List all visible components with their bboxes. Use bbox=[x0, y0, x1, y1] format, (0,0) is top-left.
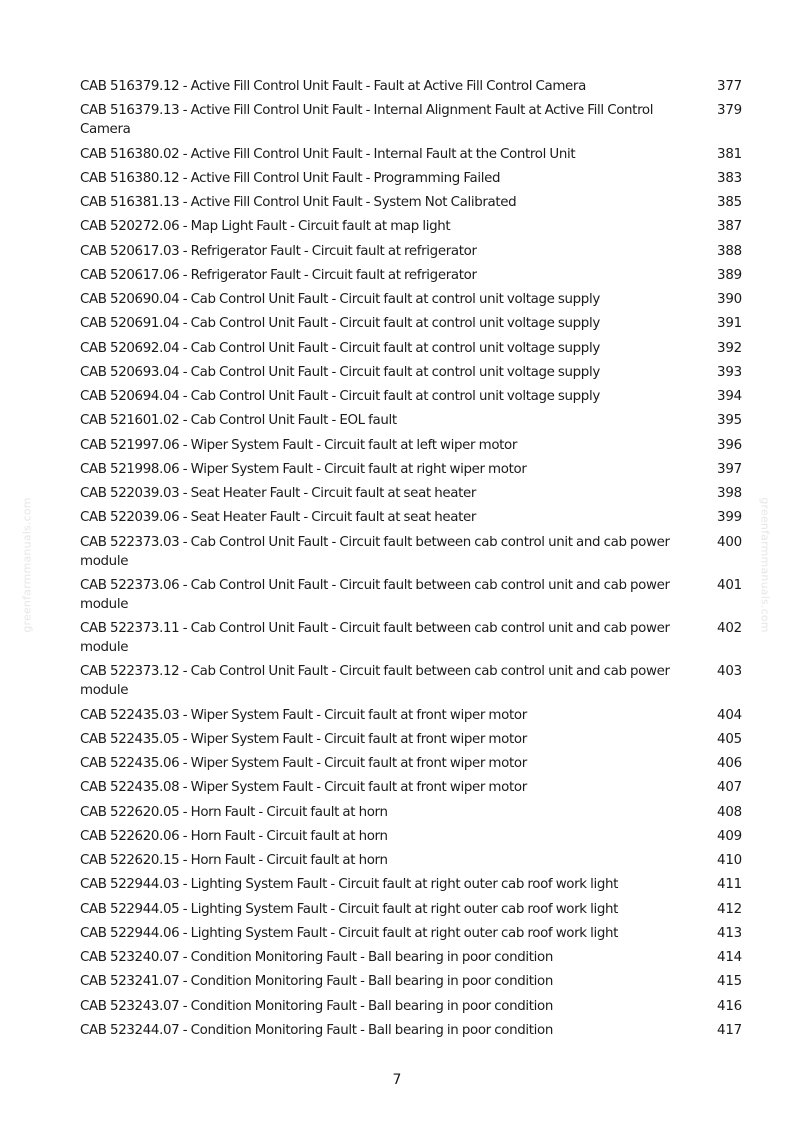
toc-entry-title: CAB 520617.03 - Refrigerator Fault - Circuit fault at refrigerator bbox=[80, 243, 477, 259]
toc-entry-page: 408 bbox=[717, 804, 742, 820]
watermark-left: greenfarmmanuals.com bbox=[20, 497, 34, 633]
toc-entry[interactable] bbox=[80, 1021, 742, 1040]
toc-entry[interactable] bbox=[80, 314, 742, 333]
toc-entry[interactable] bbox=[80, 387, 742, 406]
toc-entry[interactable] bbox=[80, 576, 742, 614]
toc-entry[interactable] bbox=[80, 242, 742, 261]
toc-entry[interactable] bbox=[80, 77, 742, 96]
toc-entry[interactable] bbox=[80, 217, 742, 236]
toc-entry-page: 383 bbox=[717, 170, 742, 186]
toc-entry-page: 389 bbox=[717, 267, 742, 283]
toc-entry[interactable] bbox=[80, 827, 742, 846]
toc-entry-title: CAB 522620.06 - Horn Fault - Circuit fault at horn bbox=[80, 828, 388, 844]
toc-entry-title: CAB 516379.12 - Active Fill Control Unit Fault - Fault at Active Fill Control Camera bbox=[80, 79, 586, 94]
toc-entry-title: CAB 520692.04 - Cab Control Unit Fault - Circuit fault at control unit voltage supply bbox=[80, 340, 600, 356]
toc-entry-page: 410 bbox=[717, 853, 742, 868]
toc-entry[interactable] bbox=[80, 619, 742, 657]
toc-entry[interactable] bbox=[80, 508, 742, 527]
toc-entry-title: CAB 522620.05 - Horn Fault - Circuit fault at horn bbox=[80, 804, 388, 820]
toc-entry[interactable] bbox=[80, 754, 742, 773]
toc-entry-page: 393 bbox=[717, 364, 742, 380]
toc-entry[interactable] bbox=[80, 101, 742, 139]
toc-entry[interactable] bbox=[80, 803, 742, 822]
toc-entry-title: CAB 522620.15 - Horn Fault - Circuit fault at horn bbox=[80, 853, 388, 868]
toc-entry-title: CAB 523240.07 - Condition Monitoring Fault - Ball bearing in poor condition bbox=[80, 950, 553, 965]
toc-entry-page: 399 bbox=[717, 510, 742, 526]
toc-entry[interactable] bbox=[80, 778, 742, 797]
toc-entry-title: CAB 522944.03 - Lighting System Fault - Circuit fault at right outer cab roof work light bbox=[80, 877, 619, 893]
toc-entry-page: 377 bbox=[717, 79, 742, 94]
toc-entry-page: 394 bbox=[717, 389, 742, 404]
toc-entry-page: 416 bbox=[717, 998, 742, 1014]
toc-entry[interactable] bbox=[80, 290, 742, 309]
toc-entry[interactable] bbox=[80, 662, 742, 700]
toc-entry[interactable] bbox=[80, 997, 742, 1016]
toc-entry-title: CAB 516381.13 - Active Fill Control Unit Fault - System Not Calibrated bbox=[80, 195, 517, 210]
toc-entry-page: 396 bbox=[717, 437, 742, 453]
toc-entry[interactable] bbox=[80, 460, 742, 479]
toc-entry-title: CAB 520617.06 - Refrigerator Fault - Circuit fault at refrigerator bbox=[80, 267, 477, 283]
toc-entry-title: CAB 522373.06 - Cab Control Unit Fault - Circuit fault between cab control unit and cab power module bbox=[80, 577, 670, 612]
toc-entry-title: CAB 523244.07 - Condition Monitoring Fault - Ball bearing in poor condition bbox=[80, 1022, 553, 1038]
toc-entry-page: 414 bbox=[717, 950, 742, 965]
toc-entry-page: 406 bbox=[717, 756, 742, 771]
toc-entry-page: 415 bbox=[717, 974, 742, 990]
toc-entry[interactable] bbox=[80, 851, 742, 870]
toc-entry-page: 412 bbox=[717, 901, 742, 917]
toc-entry-page: 390 bbox=[717, 292, 742, 307]
toc-entry-title: CAB 522435.05 - Wiper System Fault - Circuit fault at front wiper motor bbox=[80, 731, 527, 747]
toc-entry[interactable] bbox=[80, 339, 742, 358]
toc-entry-page: 413 bbox=[717, 925, 742, 941]
toc-entry-page: 379 bbox=[717, 103, 742, 119]
page-number: 7 bbox=[392, 1072, 402, 1088]
toc-entry[interactable] bbox=[80, 730, 742, 749]
toc-entry-page: 401 bbox=[717, 577, 742, 593]
toc-entry[interactable] bbox=[80, 436, 742, 455]
table-of-contents bbox=[80, 77, 742, 1045]
toc-entry-title: CAB 516379.13 - Active Fill Control Unit Fault - Internal Alignment Fault at Active Fill Control Camera bbox=[80, 103, 654, 138]
toc-entry-page: 397 bbox=[717, 461, 742, 477]
toc-entry-title: CAB 522435.03 - Wiper System Fault - Circuit fault at front wiper motor bbox=[80, 707, 527, 723]
toc-entry-page: 407 bbox=[717, 780, 742, 796]
toc-entry-title: CAB 522944.06 - Lighting System Fault - Circuit fault at right outer cab roof work light bbox=[80, 925, 619, 941]
toc-entry-page: 411 bbox=[717, 877, 742, 893]
toc-entry-title: CAB 522039.03 - Seat Heater Fault - Circuit fault at seat heater bbox=[80, 486, 477, 501]
toc-entry[interactable] bbox=[80, 363, 742, 382]
watermark-right: greenfarmmanuals.com bbox=[758, 497, 772, 633]
toc-entry-title: CAB 522944.05 - Lighting System Fault - Circuit fault at right outer cab roof work light bbox=[80, 901, 619, 917]
toc-entry-title: CAB 522373.03 - Cab Control Unit Fault - Circuit fault between cab control unit and cab power module bbox=[80, 534, 670, 569]
toc-entry-title: CAB 522373.12 - Cab Control Unit Fault - Circuit fault between cab control unit and cab power module bbox=[80, 664, 670, 699]
toc-entry-title: CAB 516380.02 - Active Fill Control Unit Fault - Internal Fault at the Control Unit bbox=[80, 146, 576, 162]
toc-entry-title: CAB 521998.06 - Wiper System Fault - Circuit fault at right wiper motor bbox=[80, 461, 527, 477]
toc-entry-title: CAB 520693.04 - Cab Control Unit Fault - Circuit fault at control unit voltage supply bbox=[80, 364, 600, 380]
toc-entry-title: CAB 521601.02 - Cab Control Unit Fault - EOL fault bbox=[80, 413, 397, 429]
toc-entry-page: 400 bbox=[717, 534, 742, 550]
toc-entry-title: CAB 520694.04 - Cab Control Unit Fault - Circuit fault at control unit voltage supply bbox=[80, 389, 600, 404]
toc-entry-title: CAB 520691.04 - Cab Control Unit Fault - Circuit fault at control unit voltage supply bbox=[80, 316, 600, 332]
toc-entry-page: 392 bbox=[717, 340, 742, 356]
toc-entry-page: 391 bbox=[717, 316, 742, 332]
toc-entry-title: CAB 520690.04 - Cab Control Unit Fault - Circuit fault at control unit voltage supply bbox=[80, 292, 600, 307]
toc-entry[interactable] bbox=[80, 875, 742, 894]
toc-entry[interactable] bbox=[80, 193, 742, 212]
toc-entry-page: 388 bbox=[717, 243, 742, 259]
toc-entry-page: 398 bbox=[717, 486, 742, 501]
toc-entry-page: 409 bbox=[717, 828, 742, 844]
toc-entry-page: 395 bbox=[717, 413, 742, 429]
toc-entry-title: CAB 523241.07 - Condition Monitoring Fault - Ball bearing in poor condition bbox=[80, 974, 553, 990]
toc-entry-page: 404 bbox=[717, 707, 742, 723]
toc-entry[interactable] bbox=[80, 169, 742, 188]
toc-entry-page: 387 bbox=[717, 219, 742, 235]
toc-entry-page: 385 bbox=[717, 195, 742, 210]
toc-entry-title: CAB 516380.12 - Active Fill Control Unit Fault - Programming Failed bbox=[80, 170, 501, 186]
toc-entry-page: 402 bbox=[717, 621, 742, 636]
toc-entry-title: CAB 522039.06 - Seat Heater Fault - Circuit fault at seat heater bbox=[80, 510, 477, 526]
toc-entry-page: 417 bbox=[717, 1022, 742, 1038]
toc-entry[interactable] bbox=[80, 533, 742, 571]
toc-entry[interactable] bbox=[80, 706, 742, 725]
toc-entry[interactable] bbox=[80, 924, 742, 943]
toc-entry[interactable] bbox=[80, 484, 742, 503]
toc-entry-page: 381 bbox=[717, 146, 742, 162]
toc-entry[interactable] bbox=[80, 411, 742, 430]
toc-entry-title: CAB 522435.06 - Wiper System Fault - Circuit fault at front wiper motor bbox=[80, 756, 527, 771]
toc-entry-page: 403 bbox=[717, 664, 742, 680]
toc-entry[interactable] bbox=[80, 900, 742, 919]
toc-entry[interactable] bbox=[80, 145, 742, 164]
toc-entry-title: CAB 523243.07 - Condition Monitoring Fault - Ball bearing in poor condition bbox=[80, 998, 553, 1014]
toc-entry-page: 405 bbox=[717, 731, 742, 747]
toc-entry-title: CAB 521997.06 - Wiper System Fault - Circuit fault at left wiper motor bbox=[80, 437, 518, 453]
toc-entry[interactable] bbox=[80, 266, 742, 285]
toc-entry-title: CAB 522435.08 - Wiper System Fault - Circuit fault at front wiper motor bbox=[80, 780, 527, 796]
toc-entry-title: CAB 520272.06 - Map Light Fault - Circuit fault at map light bbox=[80, 219, 451, 235]
toc-entry-title: CAB 522373.11 - Cab Control Unit Fault - Circuit fault between cab control unit and cab power module bbox=[80, 621, 670, 655]
toc-entry[interactable] bbox=[80, 948, 742, 967]
toc-entry[interactable] bbox=[80, 972, 742, 991]
